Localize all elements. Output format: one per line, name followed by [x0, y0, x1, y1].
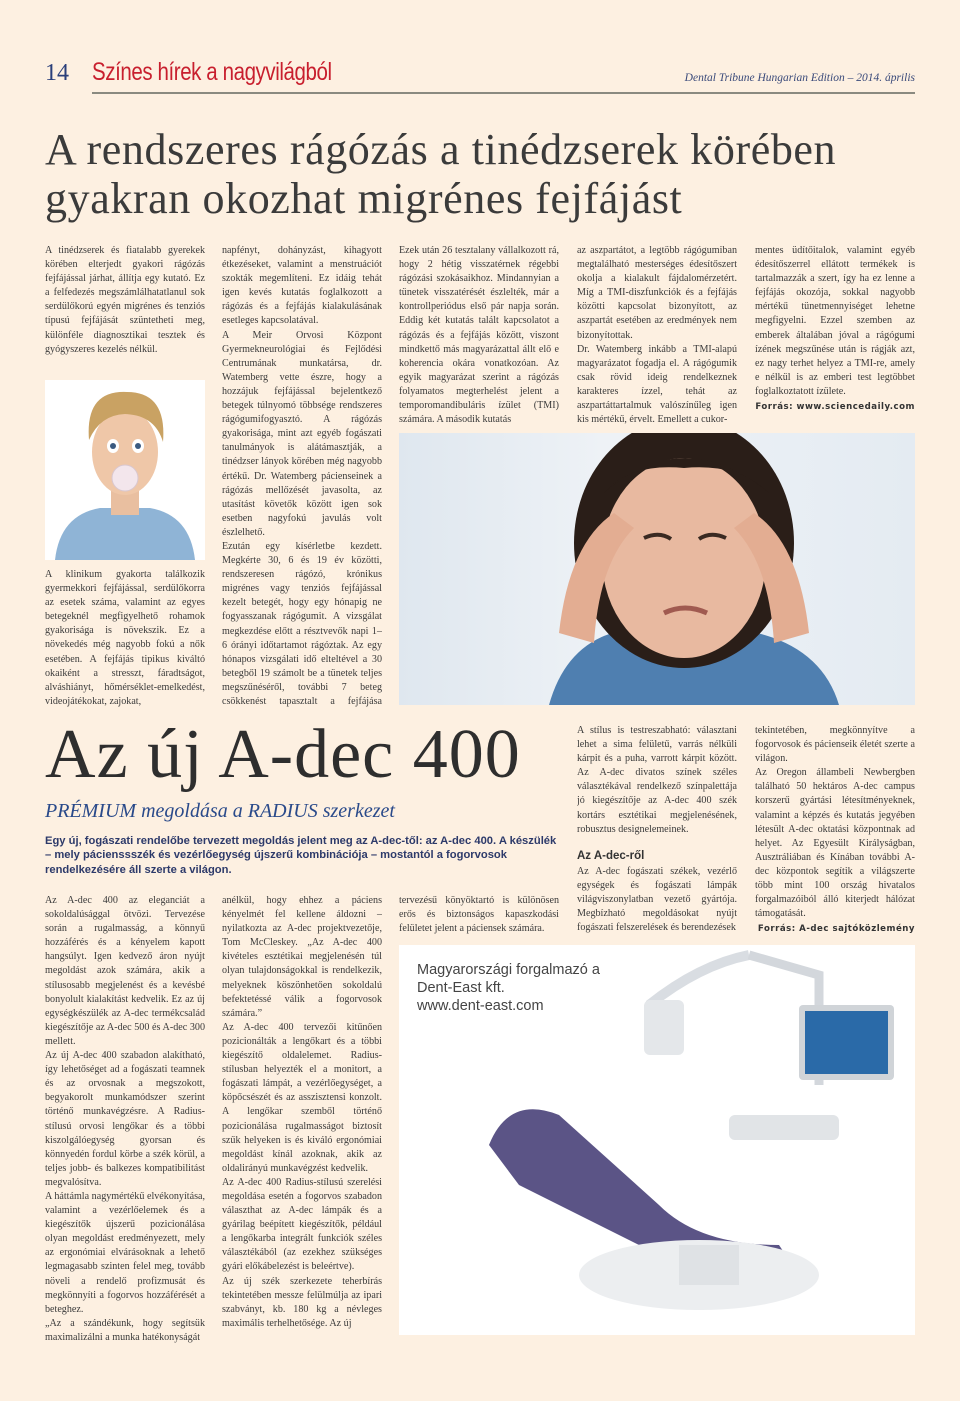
paragraph: Az A-dec 400 Radius-stílusú szerelési megoldása esetén a fogorvos szabadon választhat az A-dec lámpák és a gyárilag beépített kiegészítők, például a lengőkarba integrált funkciók széles választékából (az ezekhez szükséges gyári előkábelezést is beleértve). — [222, 1176, 382, 1273]
article2-col4 — [577, 724, 737, 938]
paragraph: „Az a szándékunk, hogy segítsük maximalizálni a munka hatékonyságát — [45, 1317, 205, 1343]
edition-label: Dental Tribune Hungarian Edition – 2014. április — [684, 72, 915, 84]
col4b-text — [577, 865, 737, 935]
article-headline — [45, 125, 925, 223]
article1-source: Forrás: www.sciencedaily.com — [755, 402, 915, 413]
col5-text — [755, 244, 915, 399]
paragraph: napfényt, dohányzást, kihagyott étkezéseket, valamint a menstruációt szokták megemlíteni. Ez idáig tehát igen kevés kutatás foglalkozott a rágózás és a fejfájás kialakulásának esetleges kapcsolatával. — [222, 245, 382, 327]
header-rule — [92, 92, 915, 94]
paragraph: Ezek után 26 tesztalany vállalkozott rá, hogy 2 hétig visszatérnek régebbi rágózási szokásaikhoz. Mindannyian a tünetek visszatérését észlelték, már a kontrollperiódus első pár napja során. Eddig két kutatás talált kapcsolatot a rágózás és a fejfájás között, viszont mindkettő más magyarázattal állt elő e koherencia okára vonatkozóan. Az egyik magyarázat szerint a rágózás folyamatos megterhelést jelent a temporomandibuláris ízület (TMI) számára. A második kutatás — [399, 245, 559, 426]
dental-chair-illustration — [399, 945, 915, 1335]
ad-company-name: Dent-East kft. — [417, 980, 505, 996]
article1-col4 — [577, 244, 737, 430]
article1-col1a — [45, 244, 205, 372]
paragraph: A Meir Orvosi Központ Gyermekneurológiai és Fejlődési Centrumának munkatársa, dr. Watemberg vette észre, hogy a hozzájuk fejfájással bejelentkező betegek túlnyomó többsége rendszeres rágógumifogyasztó. A rágózás gyakorisága, mint azt egyéb fogászati tanulmányok is alátámasztják, a tinédzser lányok körében még nagyobb értékű. Dr. Watemberg pácienseinek a rágózás mellőzését javasolta, az utasítást követők között igen sok esetben nagyfokú javulás volt észlelhető. — [222, 329, 382, 538]
article2-col1 — [45, 894, 205, 1346]
article2-subtitle: PRÉMIUM megoldása a RADIUS szerkezet — [45, 800, 395, 822]
headline-line-2: gyakran okozhat migrénes fejfájást — [45, 174, 683, 223]
article2-col5 — [755, 724, 915, 938]
paragraph: Dr. Watemberg inkább a TMI-alapú magyarázatot fogadja el. A rágógumik csak rövid ideig rendelkeznek karakteres ízzel, tehát az aszpartáttartalmuk valószínűleg igen kis mértékű, érvelt. Emellett a cukor- — [577, 343, 737, 426]
paragraph: A klinikum gyakorta találkozik gyermekkori fejfájással, serdülőkorra az esetek száma, valamint az egyes betegeknél megfigyelhető rohamok gyakorisága is növekszik. Ez a növekedés még nagyobb fokú a nők esetében. A fejfájás tipikus kiváltó okaiként a stresszt, fáradtságot, alváshiányt, hőmérséklet-emelkedést, videojátékokat, zajokat, — [45, 569, 205, 707]
article2-lead: Egy új, fogászati rendelőbe tervezett megoldás jelent meg az A-dec-től: az A-dec 400. A készülék – mely pácienssszék és vezérlőegység újszerű kombinációja – mostantól a fogorvosok rendelkezésére áll szerte a világon. — [45, 835, 557, 876]
article1-col1b — [45, 568, 205, 711]
ad-distributor-line: Magyarországi forgalmazó a — [417, 962, 600, 978]
paragraph: tekintetében, megkönnyítve a fogorvosok és pácienseik életét szerte a világon. — [755, 725, 915, 765]
paragraph: anélkül, hogy ehhez a páciens kényelmét fel kellene áldozni – nyilatkozta az A-dec projektvezetője, Tom McCleskey. „Az A-dec 400 kivételes esztétikai megjelenésén túl olyan tulajdonságokkal is rendelkezik, melyeknek köszönhetően sokoldalú befektetéssé válik a fogorvosok számára.” — [222, 895, 382, 1019]
ad-website-link[interactable]: www.dent-east.com — [417, 998, 544, 1014]
article1-col2 — [222, 244, 382, 711]
paragraph: Az A-dec 400 az eleganciát a sokoldalúsággal ötvözi. Tervezése során a rugalmasság, a könnyű hozzáférés és a kényelem kapott hangsúlyt. Igen kedvező áron nyújt megoldást azok számára, akik a stílusosabb megjelenést és a kevésbé bonyolult kialakítást kedvelik. Ez az új egységkészülék az A-dec termékcsalád kiegészítője az A-dec 500 és A-dec 300 mellett. — [45, 895, 205, 1047]
about-heading: Az A-dec-ről — [577, 849, 645, 862]
paragraph: Ezután egy kísérletbe kezdett. Megkérte 30, 6 és 19 év közötti, rendszeresen rágózó, krónikus migrénes vagy tenziós fejfájással kezelt betegét, hogy egy hónapig ne fogyasszanak rágógumit. A vizsgálat megkezdése előtt a résztvevők napi 1–6 órányi időtartamot rágóztak. Az egy hónapos vizsgálati idő elteltével a 30 betegből 19 számolt be a tünetek teljes megszűnéséről, további 7 beteg csökkenést tapasztalt a fejfájása — [222, 540, 382, 707]
paragraph: tervezésű könyöktartó is különösen erős és biztonságos kapaszkodási felületet jelent a páciensek számára. — [399, 895, 559, 935]
paragraph: A tinédzserek és fiatalabb gyerekek körében elterjedt gyakori rágózás fejfájással járhat, állítja egy kutató. Ez a felfedezés megszámlálhatatlanul sok serdülőkorú egyén migrénes és tenziós típusú fejfájását szüntetheti meg, különféle diagnosztikai tesztek és gyógyszeres kezelés nélkül. — [45, 245, 205, 355]
article2-col2 — [222, 894, 382, 1346]
boy-chewing-gum-photo — [45, 380, 205, 560]
page-number: 14 — [45, 60, 69, 86]
paragraph: az aszpartátot, a legtöbb rágógumiban megtalálható mesterséges édesítőszert okolja a kialakult fájdalomérzetért. Míg a TMI-diszfunkciók és a fejfájás közötti kapcsolat bizonyított, az aszpartát esetében az eredmények nem bizonyítottak. — [577, 245, 737, 341]
section-title: Színes hírek a nagyvilágból — [92, 58, 332, 86]
paragraph: Az A-dec 400 tervezői kitűnően pozicionálták a lengőkart és a többi kiegészítő oldalelemet. Radius-stílusban helyezték el a monitort, a fogászati lámpát, a vezérlőegységet, a köpőcsészét és az asszisztensi konzolt. A lengőkar szemből történő pozicionálása rugalmasságot biztosít szűk helyeken is és kiváló ergonómiai megoldást kínál azoknak, akik az oldalirányú munkavégzést kedvelik. — [222, 1021, 382, 1174]
woman-headache-photo — [399, 433, 915, 705]
paragraph: Az A-dec fogászati székek, vezérlő egységek és fogászati lámpák világviszonylatban vezető gyártója. Megbízható megoldásokat nyújt fogászati felszerelések és berendezések — [577, 865, 737, 934]
paragraph: A háttámla nagymértékű elvékonyítása, valamint a vezérlőelemek és a kiegészítők újszerű pozicionálása olyan megoldást eredményezett, mely az ergonómiai elvárásoknak a lehető legmagasabb szinten felel meg, tovább növeli a rendelő profizmusát és megkönnyíti a fogorvos hozzáférését a beteghez. — [45, 1190, 205, 1315]
paragraph: Az új szék szerkezete teherbírás tekintetében messze felülmúlja az ipari szabványt, kb. 180 kg a névleges maximális terhelhetősége. Az új — [222, 1275, 382, 1329]
article1-col5 — [755, 244, 915, 430]
article2-title: Az új A-dec 400 — [45, 716, 521, 793]
paragraph: Az új A-dec 400 szabadon alakítható, így lehetőséget ad a fogászati teamnek és az orvosnak a megszokott, begyakorolt munkamódszer szerint történő munkavégzésre. A Radius-stílusú orvosi lengőkar és a többi kiszolgálóegység gyorsan és könnyedén fordul körbe a szék körül, a teljes jobb- és balkezes kompatibilitást megvalósítva. — [45, 1050, 205, 1188]
paragraph: A stílus is testreszabható: választani lehet a sima felületű, varrás nélküli kárpit és a puha, varrott kárpit között. Az A-dec divatos színek széles választékával rendelkező színpalettája jó kiegészítője az A-dec 400 szék kortárs esztétikai megjelenésének, robusztus designelemeinek. — [577, 725, 737, 835]
article2-col3 — [399, 894, 559, 938]
dental-chair-advert — [399, 945, 915, 1335]
col4-text — [577, 724, 737, 837]
col5-text — [755, 724, 915, 921]
article1-col3 — [399, 244, 559, 430]
paragraph: mentes üdítőitalok, valamint egyéb édesítőszerrel ellátott termékek is tartalmazzák a szert, így ha ez lenne a fejfájás okozója, sokkal nagyobb mértékű tünetmennyiséget lehetne megfigyelni. Ezzel szemben az emberek általában jóval a rágógumi ízének megszűnése után is rágják azt, ez nagy terhet helyez a TMI-re, amely e nélkül is az emberi test legtöbbet foglalkoztatott ízülete. — [755, 245, 915, 397]
headline-line-1: A rendszeres rágózás a tinédzserek körében — [45, 125, 837, 174]
paragraph: Az Oregon állambeli Newbergben található 50 hektáros A-dec campus korszerű gyártási létesítményeknek, valamint a képzés és kutatás jegyében létesült A-dec oktatási központnak ad helyet. Az Egyesült Királyságban, Ausztráliában és Kínában további A-dec központok segítik a világszerte több mint 100 ország hivatalos forgalmazóiból álló kiterjedt hálózat támogatását. — [755, 767, 915, 920]
article2-source: Forrás: A-dec sajtóközlemény — [757, 924, 915, 935]
